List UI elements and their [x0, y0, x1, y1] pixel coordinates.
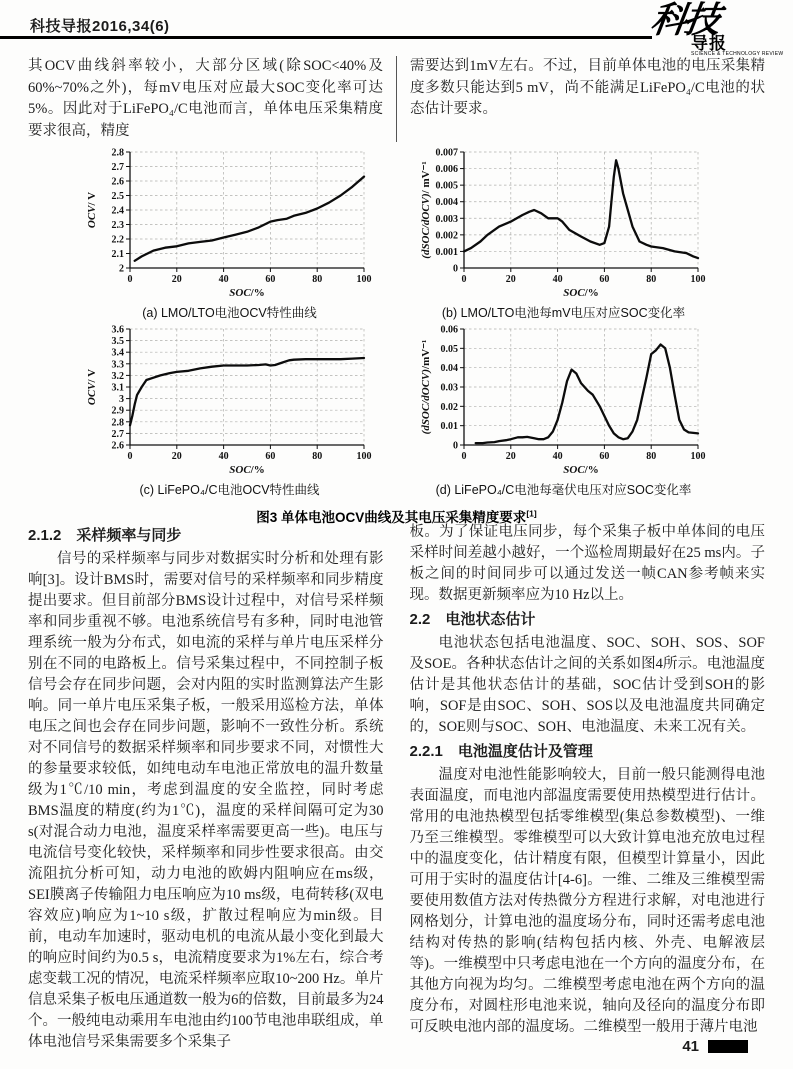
- journal-issue-info: 科技导报2016,34(6): [30, 18, 170, 35]
- svg-text:0.001: 0.001: [435, 246, 458, 258]
- svg-text:0.002: 0.002: [435, 230, 458, 242]
- chart-b: [418, 146, 710, 321]
- svg-text:SOC/%: SOC/%: [228, 464, 265, 475]
- svg-text:3.5: 3.5: [111, 336, 124, 348]
- chart-b-canvas: [418, 146, 710, 303]
- svg-text:0.005: 0.005: [435, 180, 458, 192]
- body-columns: [28, 522, 765, 1053]
- svg-text:0.003: 0.003: [435, 213, 458, 225]
- section-2-2-heading: 2.2 电池状态估计: [409, 611, 536, 628]
- chart-c: [84, 323, 376, 498]
- svg-text:0: 0: [452, 440, 458, 452]
- svg-text:(dSOC/dOCV)/mV⁻¹: (dSOC/dOCV)/mV⁻¹: [419, 339, 432, 435]
- svg-text:20: 20: [505, 274, 516, 285]
- svg-text:40: 40: [218, 451, 229, 462]
- journal-logo-title: 科技: [648, 0, 720, 40]
- svg-text:3.6: 3.6: [111, 324, 124, 336]
- svg-text:2.4: 2.4: [111, 205, 124, 217]
- svg-text:0: 0: [461, 451, 466, 462]
- chart-a: [84, 146, 376, 321]
- svg-text:0.007: 0.007: [435, 147, 458, 159]
- svg-text:0: 0: [127, 274, 132, 285]
- journal-logo-subtitle-en: SCIENCE & TECHNOLOGY REVIEW: [691, 51, 784, 57]
- svg-text:2.6: 2.6: [111, 440, 124, 452]
- svg-text:2.2: 2.2: [111, 234, 124, 246]
- figure-3: [0, 146, 793, 526]
- intro-right-paragraph: 需要达到1mV左右。不过，目前单体电池的电压采集精度多数只能达到5 mV，尚不能满足LiFePO₄/C电池的状态估计要求。: [410, 58, 765, 117]
- svg-text:80: 80: [311, 274, 322, 285]
- svg-text:3: 3: [118, 394, 124, 406]
- svg-text:0: 0: [461, 274, 466, 285]
- svg-text:2.3: 2.3: [111, 220, 124, 231]
- section-2-1-2-continuation-paragraph: 板。为了保证电压同步，每个采集子板中单体间的电压采样时间差越小越好，一个巡检周期最好在25 ms内。子板之间的时间同步可以通过发送一帧CAN参考帧来实现。数据更新频率应为10 Hz以上。: [409, 524, 765, 603]
- svg-text:40: 40: [552, 451, 563, 462]
- svg-text:0.006: 0.006: [435, 164, 458, 176]
- svg-text:SOC/%: SOC/%: [228, 287, 265, 298]
- svg-text:(dSOC/dOCV)/ mV⁻¹: (dSOC/dOCV)/ mV⁻¹: [419, 161, 432, 259]
- svg-text:40: 40: [218, 274, 229, 285]
- chart-b-caption: (b) LMO/LTO电池每mV电压对应SOC变化率: [441, 306, 686, 320]
- chart-c-canvas: [84, 323, 376, 480]
- svg-text:80: 80: [645, 274, 656, 285]
- svg-text:0.02: 0.02: [440, 401, 458, 413]
- svg-text:2.8: 2.8: [111, 417, 124, 429]
- svg-text:2.1: 2.1: [111, 249, 124, 260]
- svg-text:3.1: 3.1: [111, 382, 124, 394]
- svg-text:SOC/%: SOC/%: [562, 287, 599, 298]
- svg-text:OCV/ V: OCV/ V: [85, 368, 98, 406]
- body-left-column: [28, 522, 384, 1053]
- svg-text:100: 100: [690, 451, 705, 462]
- chart-d-canvas: [418, 323, 710, 480]
- svg-text:3.4: 3.4: [111, 347, 124, 359]
- section-2-2-1-heading: 2.2.1 电池温度估计及管理: [409, 743, 593, 760]
- svg-text:20: 20: [171, 451, 182, 462]
- svg-text:2.9: 2.9: [111, 405, 124, 417]
- svg-text:60: 60: [264, 451, 275, 462]
- svg-text:60: 60: [598, 274, 609, 285]
- svg-text:3.3: 3.3: [111, 359, 124, 371]
- svg-text:20: 20: [505, 451, 516, 462]
- figure-3-caption-text: 图3 单体电池OCV曲线及其电压采集精度要求: [256, 510, 527, 525]
- svg-text:OCV/ V: OCV/ V: [85, 191, 98, 229]
- svg-text:0.03: 0.03: [440, 382, 458, 394]
- figure-3-chart-grid: [0, 146, 793, 498]
- svg-text:2.8: 2.8: [111, 147, 124, 159]
- page-footer: [682, 1038, 748, 1055]
- svg-text:2.6: 2.6: [111, 176, 124, 188]
- svg-text:0: 0: [452, 263, 458, 275]
- body-right-column: [410, 522, 766, 1053]
- page-number: 41: [682, 1038, 699, 1055]
- svg-text:80: 80: [311, 451, 322, 462]
- chart-d-caption: (d) LiFePO₄/C电池每毫伏电压对应SOC变化率: [435, 483, 692, 497]
- chart-c-caption: (c) LiFePO₄/C电池OCV特性曲线: [139, 483, 320, 497]
- figure-3-caption-reference: [1]: [526, 508, 537, 519]
- svg-text:0.06: 0.06: [440, 324, 458, 336]
- section-2-2-1-paragraph: 温度对电池性能影响较大，目前一般只能测得电池表面温度，而电池内部温度需要使用热模型进行估计。常用的电池热模型包括零维模型(集总参数模型)、一维乃至三维模型。零维模型可以大致计算电池充放电过程中的温度变化，估计精度有限，但模型计算量小，因此可用于实时的温度估计[4-6]。一维、二维及三维模型需要使用数值方法对传热微分方程进行求解，对电池进行网格划分，计算电池的温度场分布，同时还需考虑电池结构对传热的影响(结构包括内核、外壳、电解液层等)。一维模型中只考虑电池在一个方向的温度分布，在其他方向视为均匀。二维模型考虑电池在两个方向的温度分布，对圆柱形电池来说，轴向及径向的温度分布即可反映电池内部的温度场。二维模型一般用于薄片电池: [409, 767, 765, 1035]
- svg-text:0: 0: [127, 451, 132, 462]
- svg-text:80: 80: [645, 451, 656, 462]
- journal-logo: [648, 0, 784, 57]
- chart-a-caption: (a) LMO/LTO电池OCV特性曲线: [142, 306, 317, 320]
- section-2-1-2-heading: 2.1.2 采样频率与同步: [28, 527, 182, 544]
- svg-text:0.01: 0.01: [440, 421, 458, 433]
- section-2-2-paragraph: 电池状态包括电池温度、SOC、SOH、SOS、SOF及SOE。各种状态估计之间的关系如图4所示。电池温度估计是其他状态估计的基础，SOC估计受到SOH的影响，SOF是由SOC、SOH、SOS以及电池温度共同确定的，SOE则与SOC、SOH、电池温度、未来工况有关。: [409, 635, 765, 735]
- svg-text:100: 100: [356, 274, 371, 285]
- chart-d: [418, 323, 710, 498]
- intro-columns: [28, 56, 765, 142]
- svg-text:SOC/%: SOC/%: [562, 464, 599, 475]
- intro-left-paragraph: 其OCV曲线斜率较小，大部分区域(除SOC<40%及60%~70%之外)，每mV电压对应最大SOC变化率可达5%。因此对于LiFePO₄/C电池而言，单体电压采集精度要求很高，精度: [28, 58, 383, 139]
- section-2-1-2-paragraph: 信号的采样频率与同步对数据实时分析和处理有影响[3]。设计BMS时，需要对信号的采样频率和同步精度提出要求。但目前部分BMS设计过程中，对信号采样频率和同步重视不够。电池系统信号有多种，同时电池管理系统一般为分布式，如电流的采样与单片电压采样分别在不同的电路板上。信号采集过程中，不同控制子板信号会存在同步问题，会对内阻的实时监测算法产生影响。同一单片电压采集子板，一般采用巡检方法，单体电压之间也会存在同步问题，影响不一致性分析。系统对不同信号的数据采样频率和同步要求不同，对惯性大的参量要求较低，如纯电动车电池正常放电的温升数量级为1℃/10 min，考虑到温度的安全监控，同时考虑BMS温度的精度(约为1℃)，温度的采样间隔可定为30 s(对混合动力电池，温度采样率需要更高一些)。电压与电流信号变化较快，采样频率和同步性要求很高。由交流阻抗分析可知，动力电池的欧姆内阻响应在ms级，SEI膜离子传输阻力电压响应为10 ms级，电荷转移(双电容效应)响应为1~10 s级，扩散过程响应为min级。目前，电动车加速时，驱动电机的电流从最小变化到最大的响应时间约为0.5 s，电流精度要求为1%左右，综合考虑变载工况的情况，电流采样频率应取10~200 Hz。单片信息采集子板电压通道数一般为6的倍数，目前最多为24个。一般纯电动乘用车电池由约100节电池串联组成，单体电池信号采集需要多个采集子: [28, 551, 384, 1050]
- journal-logo-subtitle-cn: 导报: [691, 34, 727, 53]
- svg-text:2: 2: [118, 263, 124, 275]
- svg-text:60: 60: [598, 451, 609, 462]
- svg-text:2.7: 2.7: [111, 162, 124, 173]
- svg-text:2.5: 2.5: [111, 191, 124, 202]
- header-rule: [0, 36, 652, 39]
- svg-text:100: 100: [356, 451, 371, 462]
- footer-black-block: [708, 1040, 748, 1053]
- svg-text:20: 20: [171, 274, 182, 285]
- svg-text:0.04: 0.04: [440, 363, 458, 375]
- svg-text:60: 60: [264, 274, 275, 285]
- svg-text:3.2: 3.2: [111, 370, 124, 382]
- svg-text:0.05: 0.05: [440, 343, 458, 355]
- svg-text:100: 100: [690, 274, 705, 285]
- svg-text:0.004: 0.004: [435, 197, 458, 209]
- chart-a-canvas: [84, 146, 376, 303]
- svg-text:40: 40: [552, 274, 563, 285]
- svg-text:2.7: 2.7: [111, 428, 124, 440]
